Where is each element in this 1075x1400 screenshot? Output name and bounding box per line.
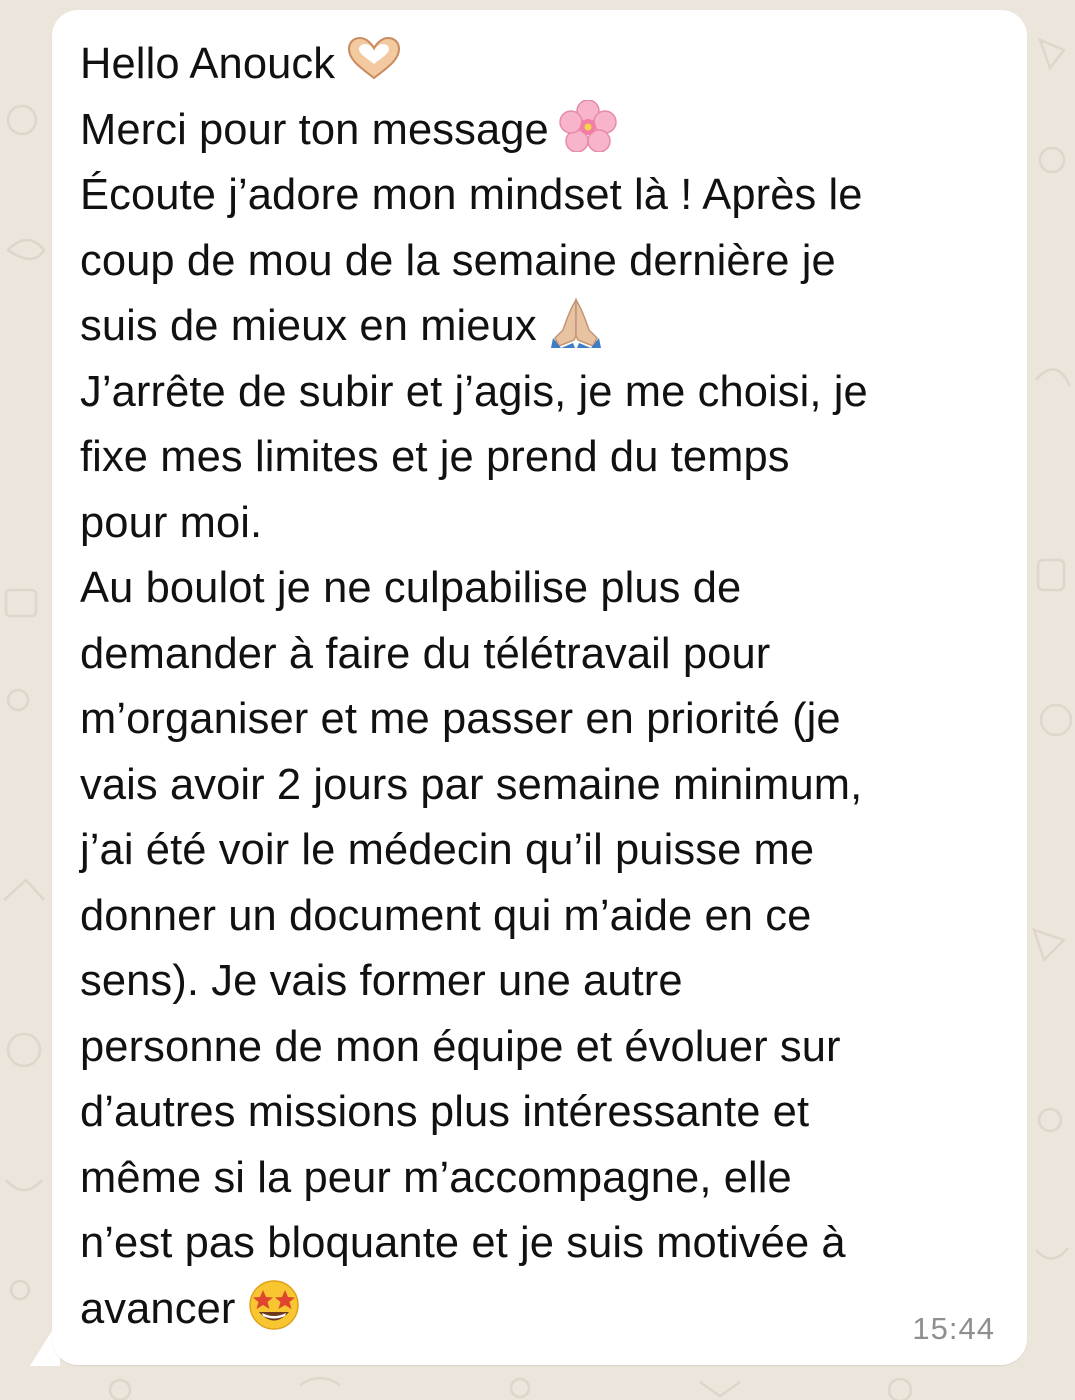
message-timestamp: 15:44 [912,1311,995,1346]
message-line: Écoute j’adore mon mindset là ! Après le [80,171,863,219]
message-line: d’autres missions plus intéressante et [80,1088,810,1136]
message-line: vais avoir 2 jours par semaine minimum, [80,760,863,809]
message-line: demander à faire du télétravail pour [80,629,771,678]
folded-hands-emoji-icon [545,296,607,348]
heart-hands-emoji-icon [343,34,405,86]
message-line: Hello Anouck [80,32,999,98]
message-line: donner un document qui m’aide en ce [80,891,812,940]
star-struck-emoji-icon [243,1279,305,1331]
message-line: fixe mes limites et je prend du temps [80,433,790,481]
message-line: suis de mieux en mieux [80,294,999,360]
cherry-blossom-emoji-icon [557,100,619,152]
message-line: Merci pour ton message [80,98,999,164]
message-line: avancer [80,1277,999,1343]
message-text [80,32,999,1342]
message-line: j’ai été voir le médecin qu’il puisse me [80,826,815,874]
message-line: coup de mou de la semaine dernière je [80,236,836,285]
message-line: même si la peur m’accompagne, elle [80,1153,792,1202]
message-bubble[interactable] [52,10,1027,1365]
message-line: sens). Je vais former une autre [80,957,683,1005]
message-line: pour moi. [80,498,263,547]
message-line: n’est pas bloquante et je suis motivée à [80,1219,846,1267]
message-line: Au boulot je ne culpabilise plus de [80,564,742,612]
message-line: J’arrête de subir et j’agis, je me choisi, je [80,367,868,416]
message-line: m’organiser et me passer en priorité (je [80,695,841,743]
message-line: personne de mon équipe et évoluer sur [80,1022,841,1071]
